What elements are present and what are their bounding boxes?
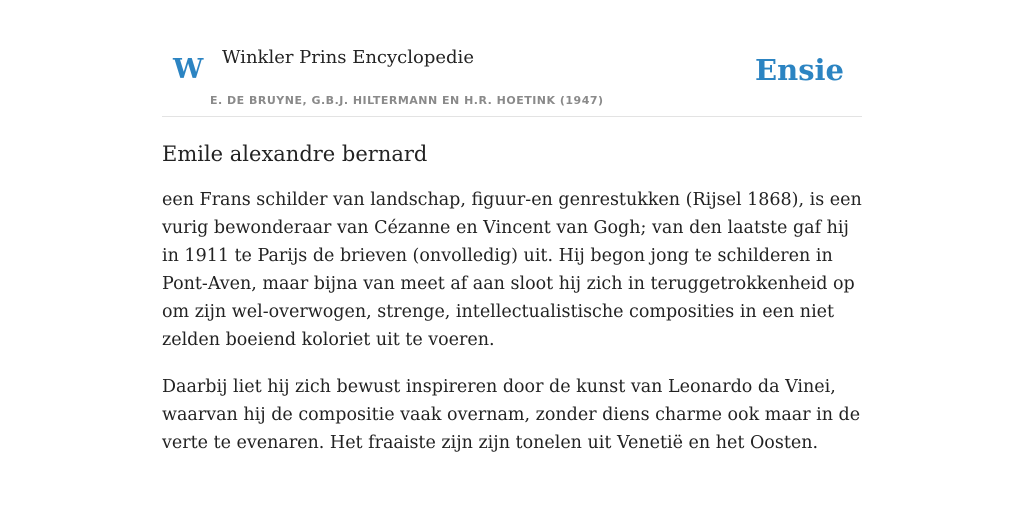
article-title: Emile alexandre bernard xyxy=(162,142,428,166)
article-paragraph: Daarbij liet hij zich bewust inspireren door de kunst van Leonardo da Vinei, waarvan hij de compositie vaak overnam, zonder diens charme ook maar in de verte te evenaren. Het fraaiste zijn zijn tonelen uit Venetië en het Oosten. xyxy=(162,377,861,453)
article-paragraph: een Frans schilder van landschap, figuur-en genrestukken (Rijsel 1868), is een vurig bewonderaar van Cézanne en Vincent van Gogh; van den laatste gaf hij in 1911 te Parijs de brieven (onvolledig) uit. Hij begon jong te schilderen in Pont-Aven, maar bijna van meet af aan sloot hij zich in teruggetrokkenheid op om zijn wel-overwogen, strenge, intellectualistische composities in een niet zelden boeiend koloriet uit te voeren. xyxy=(162,190,862,350)
source-logo[interactable]: W xyxy=(173,54,204,85)
brand-logo[interactable]: Ensie xyxy=(755,53,844,87)
article xyxy=(162,138,862,476)
source-authors: E. DE BRUYNE, G.B.J. HILTERMANN EN H.R. HOETINK (1947) xyxy=(210,94,604,107)
source-header xyxy=(162,0,862,117)
source-title[interactable]: Winkler Prins Encyclopedie xyxy=(222,47,474,68)
